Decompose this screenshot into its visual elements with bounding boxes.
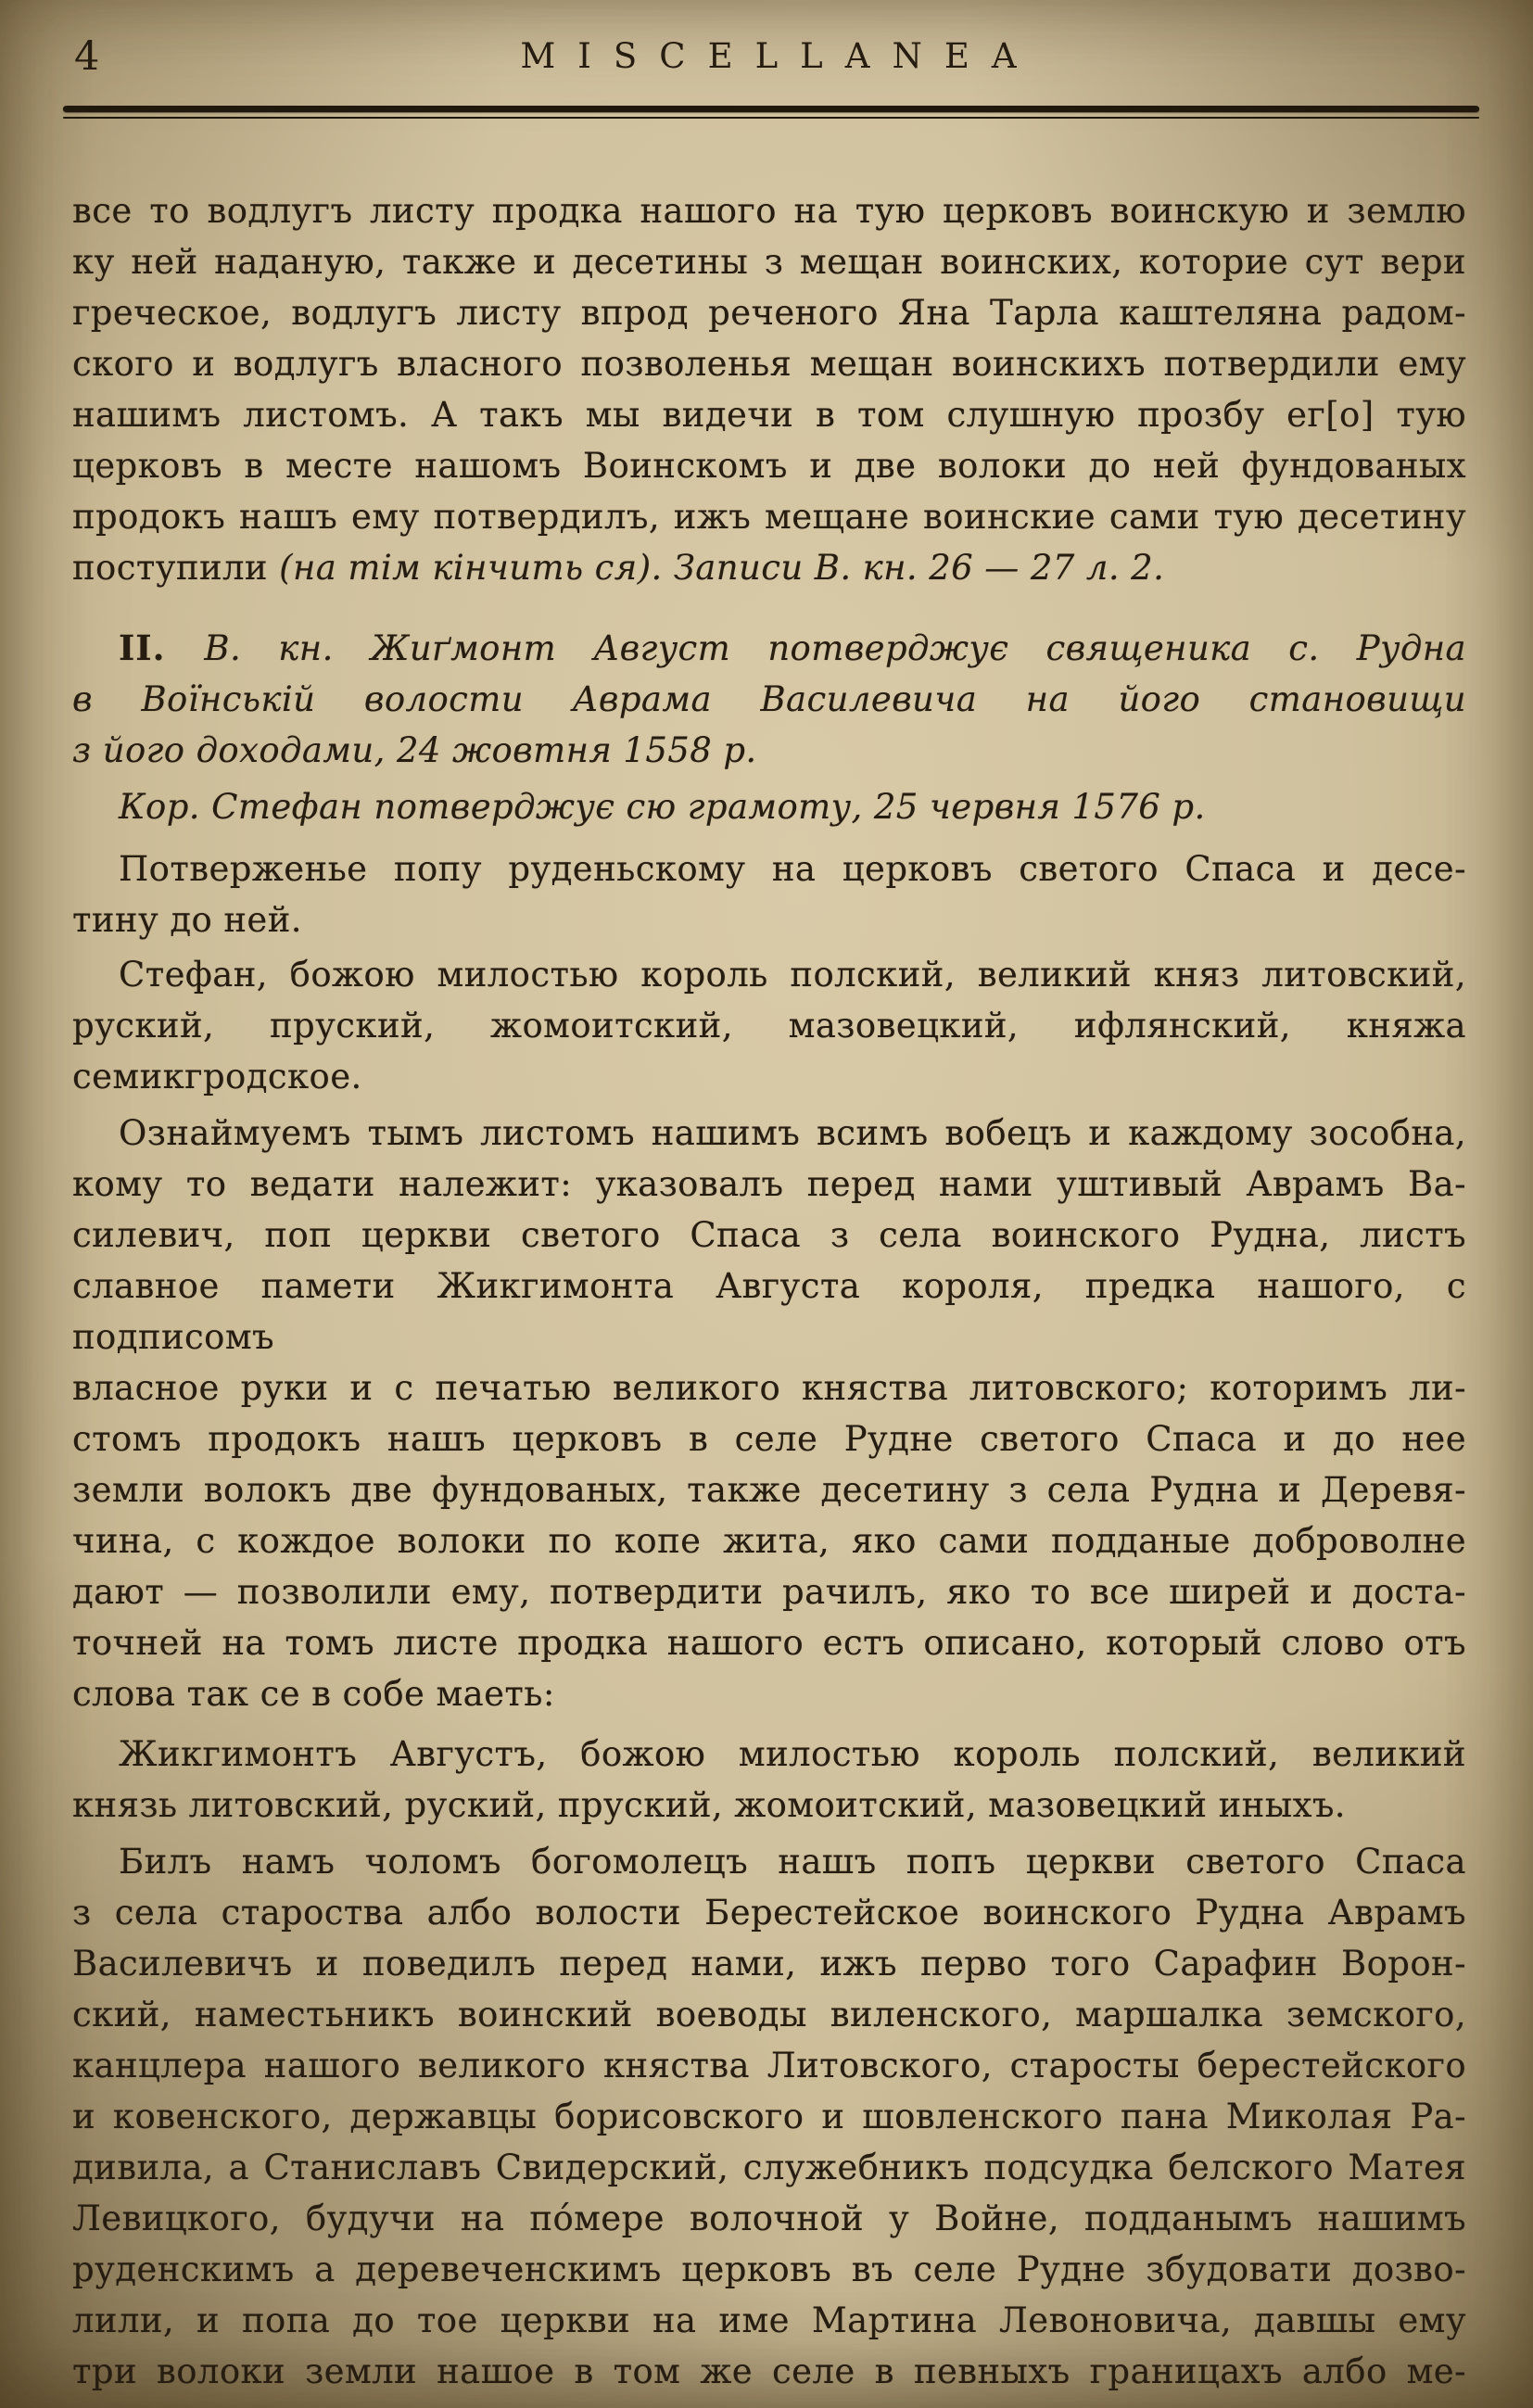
text-line	[72, 781, 1466, 832]
text-line	[72, 1729, 1466, 1780]
text-run: три волоки земли нашое в том же селе в певныхъ границахъ албо ме-	[72, 2351, 1466, 2391]
text-run: Потверженье попу руденьскому на церковъ светого Спаса и десе-	[119, 849, 1466, 889]
text-run: лили, и попа до тое церкви на име Мартина Левоновича, давшы ему	[72, 2300, 1466, 2340]
text-line	[72, 2193, 1466, 2244]
page-body	[72, 185, 1466, 2397]
text-run: точней на томъ листе продка нашого естъ описано, который слово отъ	[72, 1623, 1466, 1663]
italic-run: (на тім кінчить ся). Записи В. кн. 26 — 27 л. 2.	[279, 548, 1165, 588]
page-header	[72, 32, 1464, 96]
text-run: и ковенского, державцы борисовского и шовленского пана Миколая Ра-	[72, 2097, 1466, 2136]
text-line	[72, 843, 1466, 894]
text-run: чина, с кождое волоки по копе жита, яко сами подданые доброволне	[72, 1521, 1466, 1561]
header-rule-thick	[63, 106, 1479, 112]
text-line	[72, 440, 1466, 491]
text-line	[72, 1108, 1466, 1159]
text-run: греческое, водлугъ листу впрод реченого Яна Тарла каштеляна радом-	[72, 293, 1466, 333]
text-run: Стефан, божою милостью король полский, великий княз литовский,	[119, 955, 1466, 995]
running-title: MISCELLANEA	[520, 36, 1039, 76]
text-line	[72, 894, 1466, 945]
paragraph	[72, 623, 1466, 776]
text-line	[72, 1780, 1466, 1831]
text-run: слова так се в собе маеть:	[72, 1674, 555, 1714]
text-run: Василевичъ и поведилъ перед нами, ижъ перво того Сарафин Ворон-	[72, 1944, 1466, 1983]
text-line	[72, 1668, 1466, 1719]
header-rule-thin	[63, 117, 1479, 119]
text-run: ский, наместьникъ воинский воеводы виленского, маршалка земского,	[72, 1995, 1466, 2034]
text-run: все то водлугъ листу продка нашого на тую церковъ воинскую и землю	[72, 191, 1466, 231]
text-line	[72, 725, 1466, 776]
text-run: тину до ней.	[72, 900, 302, 940]
text-run: Жикгимонтъ Августъ, божою милостью король полский, великий	[119, 1734, 1466, 1774]
text-line	[72, 1261, 1466, 1362]
header-rule	[63, 106, 1479, 119]
text-run: руский, пруский, жомоитский, мазовецкий, ифлянский, княжа семикгродское.	[72, 1006, 1466, 1096]
paragraph	[72, 1836, 1466, 2397]
text-line	[72, 1617, 1466, 1668]
text-run: власное руки и с печатью великого княства литовского; которимъ ли-	[72, 1368, 1466, 1408]
paragraph	[72, 949, 1466, 1102]
text-line	[72, 491, 1466, 542]
italic-run: В. кн. Жиґмонт Август потверджує священика с. Рудна	[204, 628, 1466, 668]
text-line	[72, 1464, 1466, 1515]
paragraph	[72, 1729, 1466, 1831]
text-line	[72, 2091, 1466, 2142]
text-run: канцлера нашого великого княства Литовского, старосты берестейского	[72, 2046, 1466, 2085]
text-line	[72, 1159, 1466, 1210]
text-line	[72, 1938, 1466, 1989]
text-line	[72, 1362, 1466, 1413]
italic-run: Кор. Стефан потверджує сю грамоту, 25 червня 1576 р.	[119, 787, 1206, 827]
text-line	[72, 1210, 1466, 1261]
text-run: стомъ продокъ нашъ церковъ в селе Рудне светого Спаса и до нее	[72, 1419, 1466, 1459]
text-run: руденскимъ а деревеченскимъ церковъ въ селе Рудне збудовати дозво-	[72, 2250, 1466, 2289]
text-line	[72, 236, 1466, 287]
paragraph	[72, 1108, 1466, 1719]
text-run: князь литовский, руский, пруский, жомоитский, мазовецкий иныхъ.	[72, 1785, 1346, 1825]
text-line	[72, 949, 1466, 1000]
text-line	[72, 1887, 1466, 1938]
text-run: церковъ в месте нашомъ Воинскомъ и две волоки до ней фундованых	[72, 446, 1466, 486]
text-line	[72, 1566, 1466, 1617]
text-run: дают — позволили ему, потвердити рачилъ, яко то все ширей и доста-	[72, 1572, 1466, 1612]
text-line	[72, 389, 1466, 440]
text-line	[72, 338, 1466, 389]
text-run: земли волокъ две фундованых, также десетину з села Рудна и Деревя-	[72, 1470, 1466, 1510]
italic-run: з його доходами, 24 жовтня 1558 р.	[72, 730, 757, 770]
text-line	[72, 287, 1466, 338]
section-number-run: II.	[119, 627, 205, 668]
text-run: ского и водлугъ власного позволенья мещан воинскихъ потвердили ему	[72, 344, 1466, 384]
italic-run: в Воїнській волости Аврама Василевича на його становищи	[72, 679, 1466, 719]
text-line	[72, 674, 1466, 725]
text-run: з села староства албо волости Берестейское воинского Рудна Аврамъ	[72, 1893, 1466, 1933]
text-run: славное памети Жикгимонта Августа короля, предка нашого, с подписомъ	[72, 1266, 1466, 1357]
text-line	[72, 2040, 1466, 2091]
text-run: силевич, поп церкви светого Спаса з села воинского Рудна, листъ	[72, 1215, 1466, 1255]
text-line	[72, 2346, 1466, 2397]
text-line	[72, 1515, 1466, 1566]
text-run: кому то ведати належит: указовалъ перед нами уштивый Аврамъ Ва-	[72, 1164, 1466, 1204]
text-run: дивила, а Станиславъ Свидерский, служебникъ подсудка белского Матея	[72, 2148, 1466, 2187]
text-line	[72, 542, 1466, 593]
text-line	[72, 185, 1466, 236]
text-run: ку ней наданую, также и десетины з мещан воинских, которие сут вери	[72, 242, 1466, 282]
text-line	[72, 1836, 1466, 1887]
text-run: Ознаймуемъ тымъ листомъ нашимъ всимъ вобецъ и каждому зособна,	[119, 1113, 1466, 1153]
paragraph	[72, 843, 1466, 945]
text-line	[72, 2295, 1466, 2346]
text-run: Билъ намъ чоломъ богомолецъ нашъ попъ церкви светого Спаса	[119, 1842, 1466, 1882]
text-line	[72, 1413, 1466, 1464]
page-number: 4	[74, 33, 100, 80]
text-run: поступили	[72, 548, 280, 588]
text-line	[72, 2142, 1466, 2193]
paragraph	[72, 185, 1466, 593]
text-line	[72, 623, 1466, 674]
text-run: нашимъ листомъ. А такъ мы видечи в том слушную прозбу ег[о] тую	[72, 395, 1466, 435]
text-run: Левицкого, будучи на по́мере волочной у Войне, подданымъ нашимъ	[72, 2199, 1466, 2238]
text-line	[72, 1000, 1466, 1102]
paragraph	[72, 781, 1466, 832]
text-run: продокъ нашъ ему потвердилъ, ижъ мещане воинские сами тую десетину	[72, 497, 1466, 537]
text-line	[72, 1989, 1466, 2040]
text-line	[72, 2244, 1466, 2295]
